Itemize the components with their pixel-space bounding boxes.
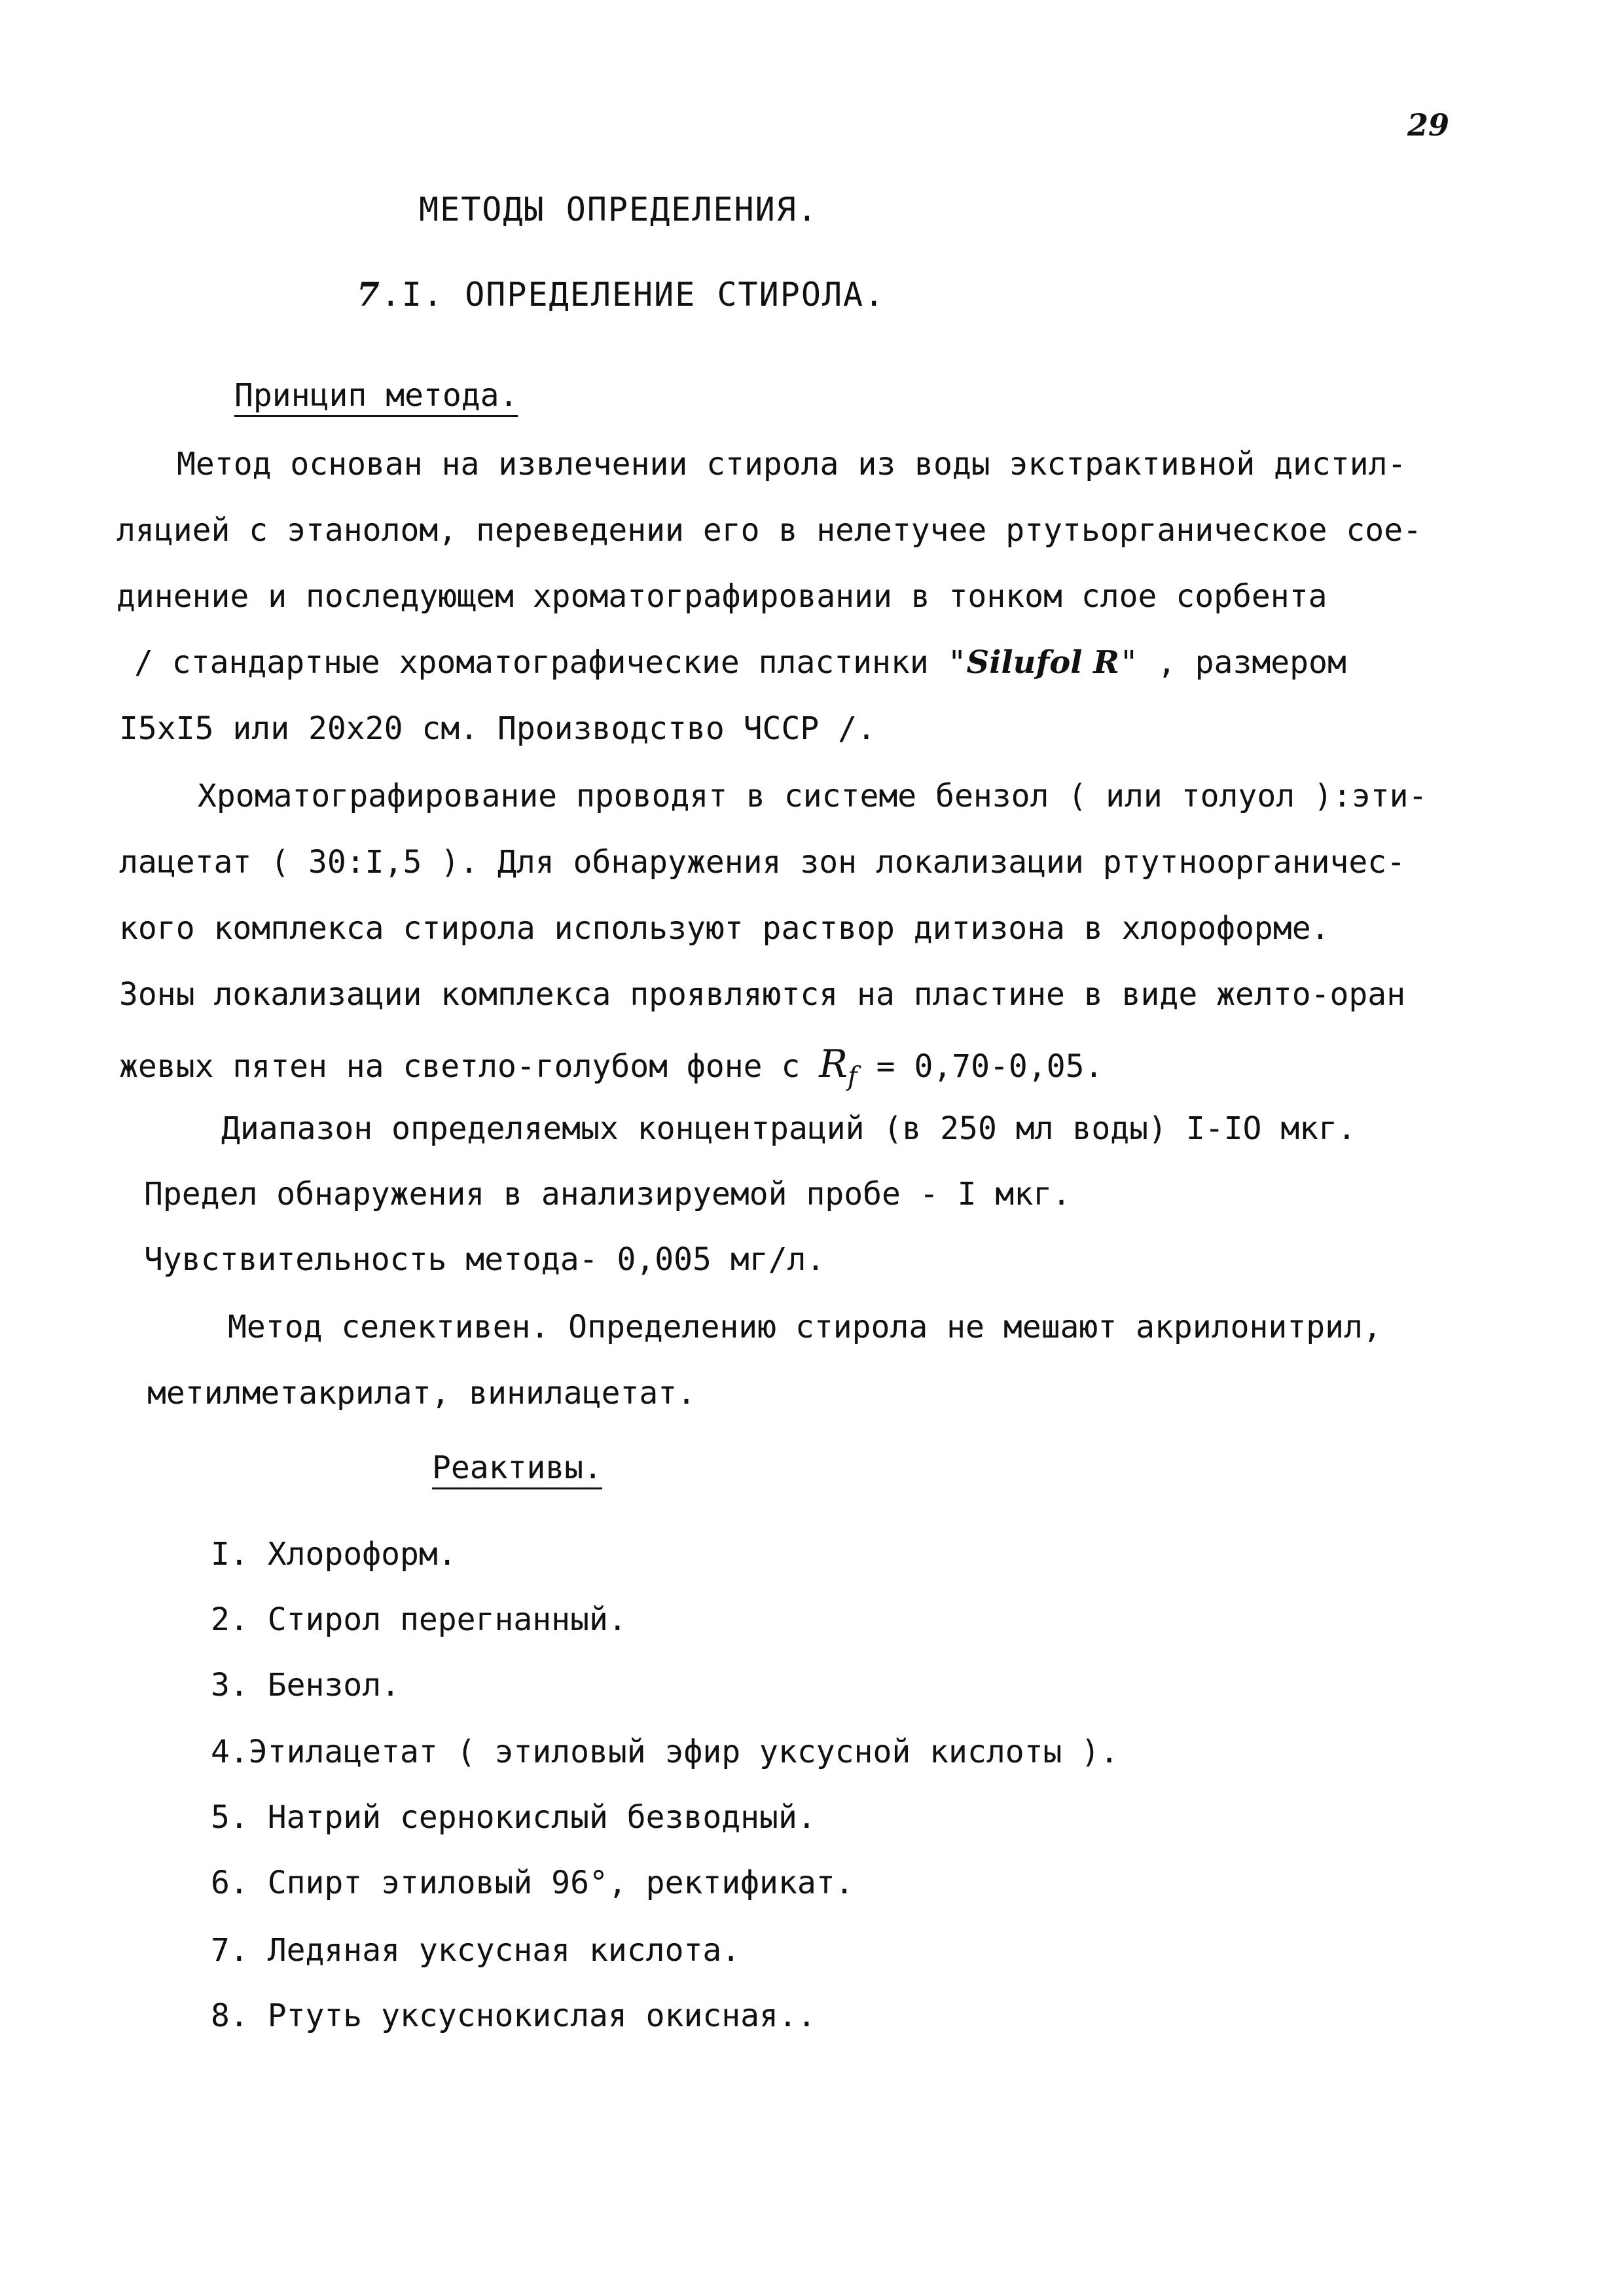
reagent-item: 3. Бензол. <box>211 1667 400 1704</box>
principle-line: I5xI5 или 20x20 см. Производство ЧССР /. <box>119 710 876 747</box>
rf-subscript: f <box>847 1061 857 1092</box>
selectivity-line: метилметакрилат, винилацетат. <box>147 1375 696 1412</box>
rf-letter: R <box>819 1042 848 1086</box>
reagent-item: 6. Спирт этиловый 96°, ректификат. <box>211 1865 854 1901</box>
page-heading: МЕТОДЫ ОПРЕДЕЛЕНИЯ. <box>419 191 818 228</box>
principle-line: Зоны локализации комплекса проявляются на пластине в виде желто-оран <box>119 976 1406 1013</box>
principle-line: динение и последующем хроматографировании в тонком слое сорбента <box>117 578 1327 615</box>
reagent-item: 2. Стирол перегнанный. <box>211 1601 627 1638</box>
detection-limit: Предел обнаружения в анализируемой пробе - I мкг. <box>144 1176 1072 1212</box>
rf-symbol <box>819 1042 857 1092</box>
reagents-title: Реактивы. <box>432 1449 603 1486</box>
principle-line: Хроматографирование проводят в системе бензол ( или толуол ):эти- <box>198 778 1428 814</box>
reagent-item: I. Хлороформ. <box>211 1536 457 1573</box>
principle-line-text: / стандартные хроматографические пластинки " <box>134 644 967 681</box>
plate-name: Silufol R <box>966 644 1120 681</box>
selectivity-line: Метод селективен. Определению стирола не мешают акрилонитрил, <box>228 1309 1382 1345</box>
reagent-item: 5. Натрий сернокислый безводный. <box>211 1799 816 1836</box>
principle-line: лацетат ( 30:I,5 ). Для обнаружения зон локализации ртутноорганичес- <box>119 844 1406 881</box>
principle-line: кого комплекса стирола используют раствор дитизона в хлороформе. <box>119 910 1330 947</box>
principle-line-plates <box>134 644 1346 681</box>
principle-line: ляцией с этанолом, переведении его в нелетучее ртутьорганическое сое- <box>117 512 1422 549</box>
principle-line-rf <box>119 1042 1104 1092</box>
section-title-text: .I. ОПРЕДЕЛЕНИЕ СТИРОЛА. <box>380 276 886 314</box>
concentration-range: Диапазон определяемых концентраций (в 250 мл воды) I-IO мкг. <box>221 1110 1356 1147</box>
principle-title: Принцип метода. <box>234 377 518 414</box>
sensitivity: Чувствительность метода- 0,005 мг/л. <box>144 1241 825 1278</box>
rf-value: = 0,70-0,05. <box>876 1048 1104 1085</box>
principle-line-text: жевых пятен на светло-голубом фоне с <box>119 1048 801 1085</box>
reagent-item: 4.Этилацетат ( этиловый эфир уксусной кислоты ). <box>211 1734 1119 1770</box>
principle-line-text: " , размером <box>1119 644 1346 681</box>
principle-line: Метод основан на извлечении стирола из воды экстрактивной дистил- <box>177 446 1407 483</box>
section-title <box>357 275 886 314</box>
reagent-item: 8. Ртуть уксуснокислая окисная.. <box>211 1997 816 2034</box>
page-number: 29 <box>1407 107 1450 143</box>
reagent-item: 7. Ледяная уксусная кислота. <box>211 1932 741 1969</box>
section-number: 7 <box>357 275 381 314</box>
